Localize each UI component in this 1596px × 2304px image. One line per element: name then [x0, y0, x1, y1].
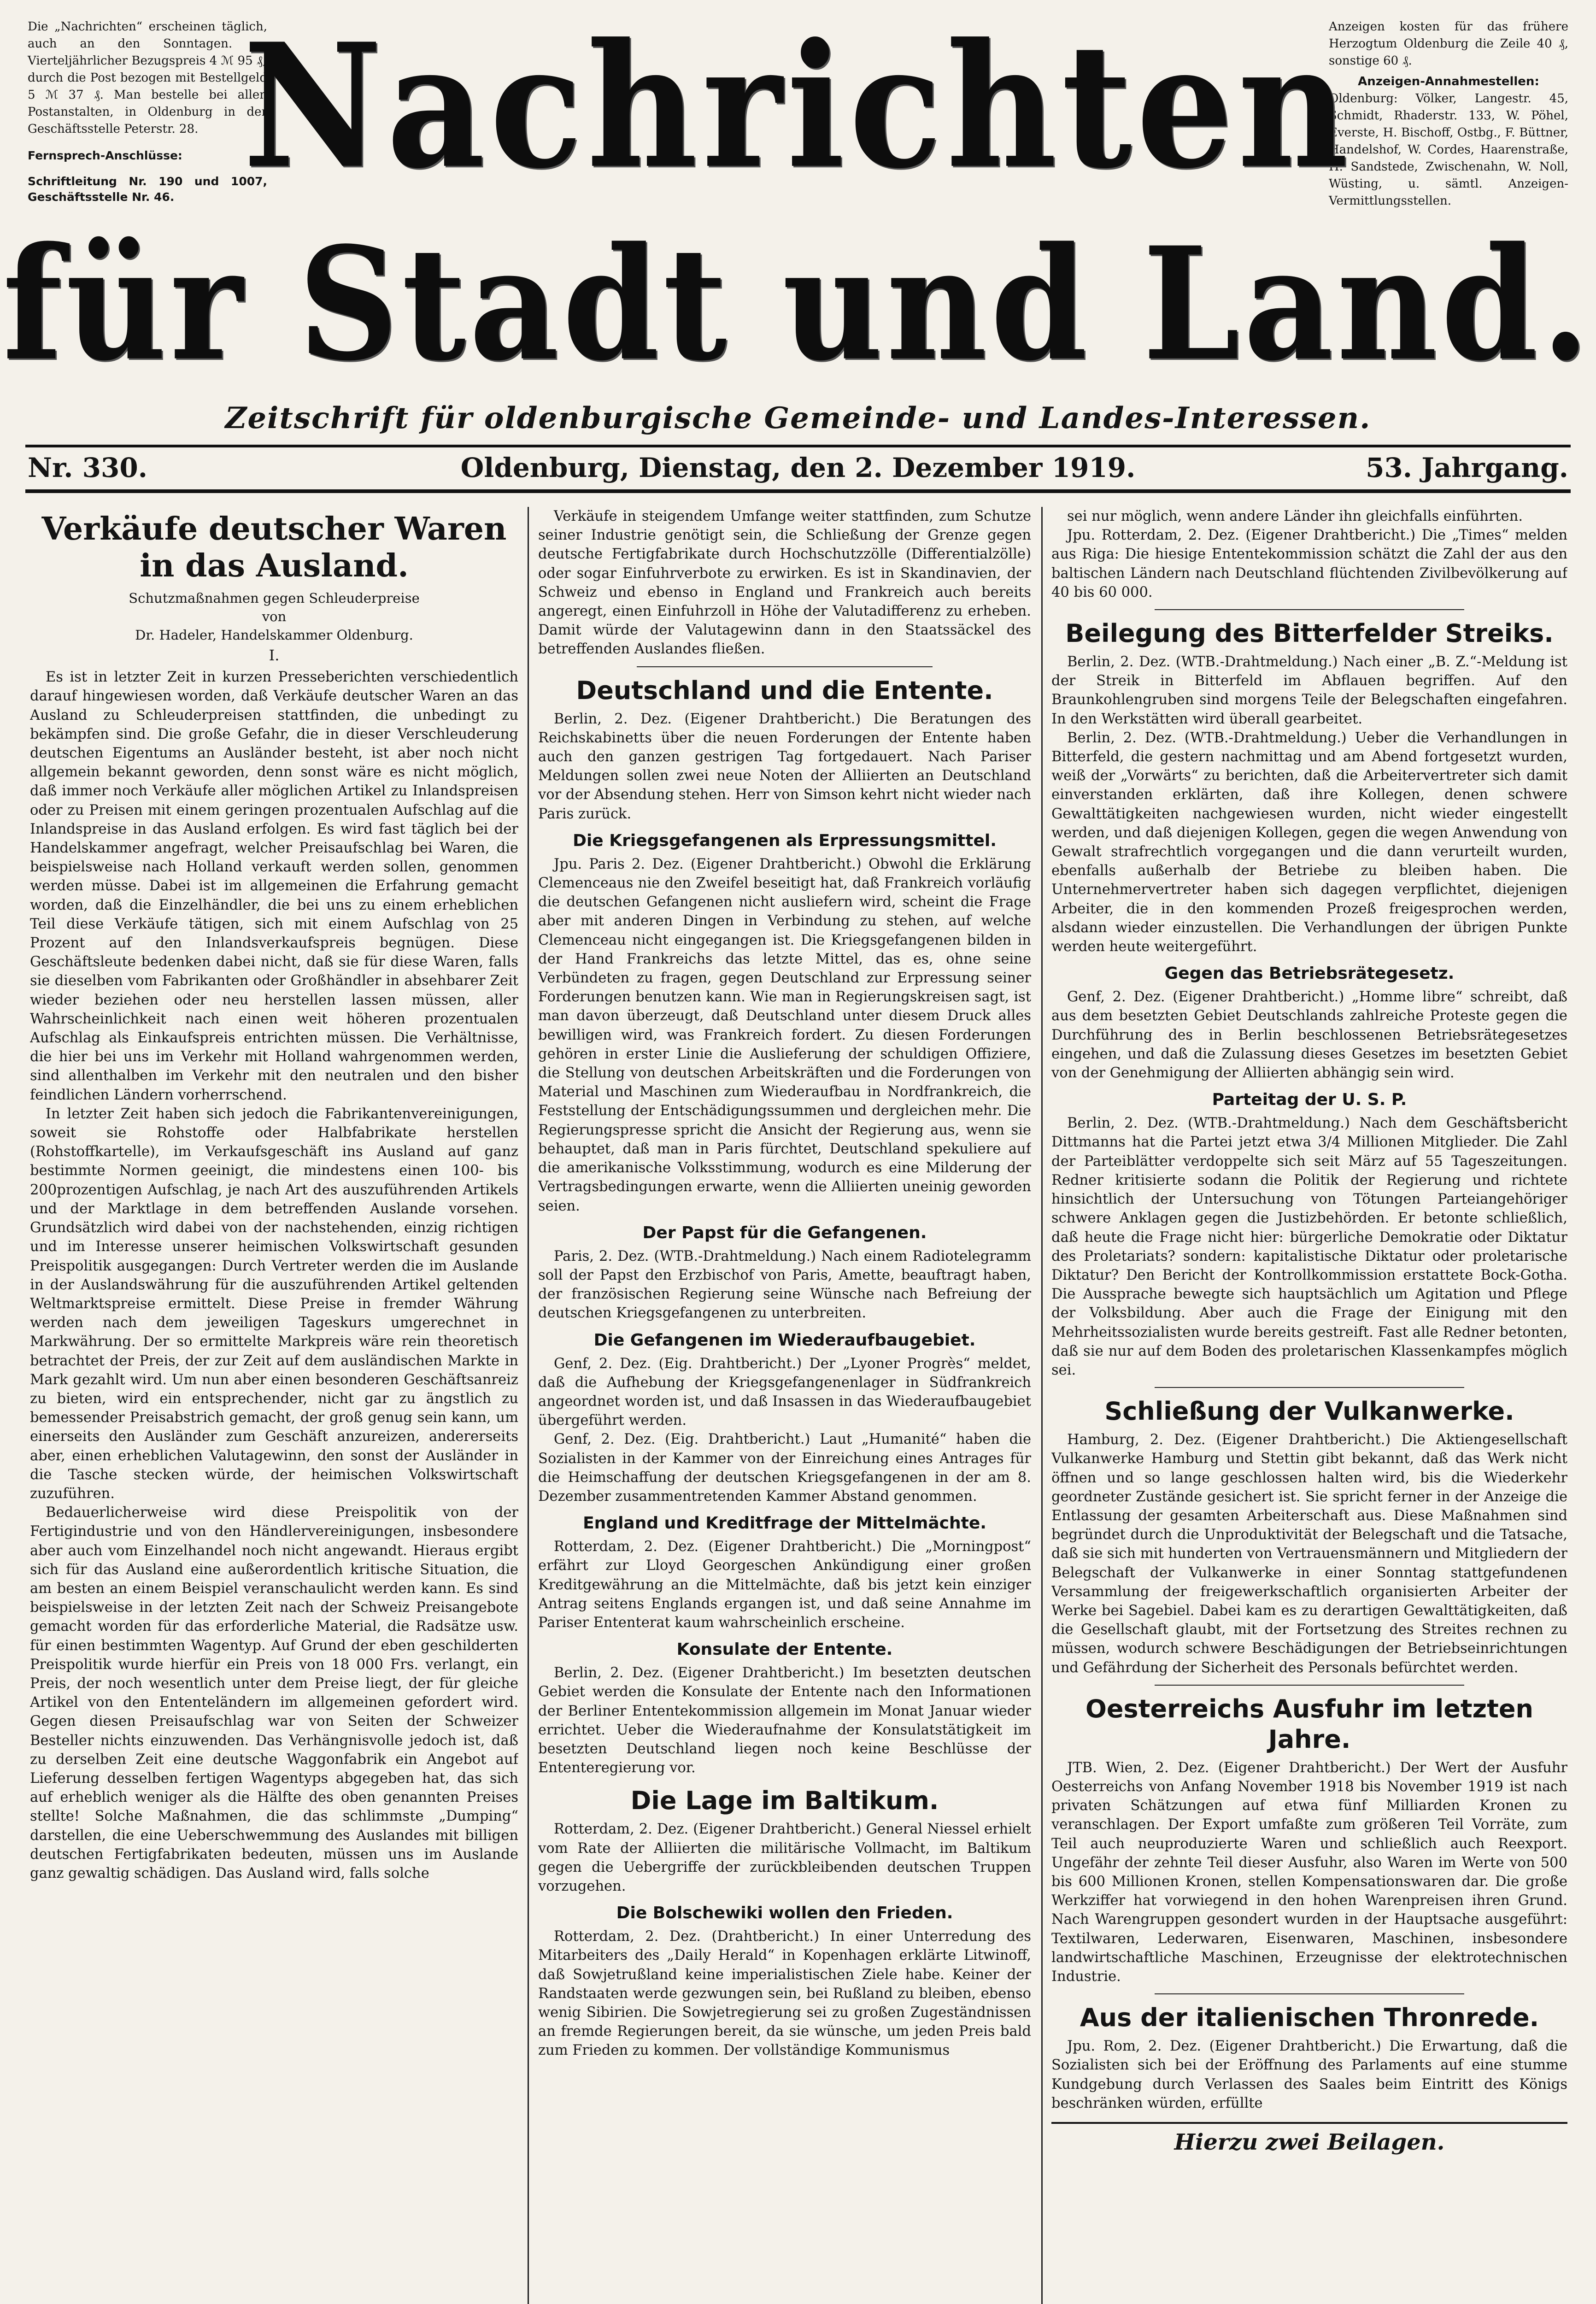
title-text-1: Nachrichten [243, 6, 1353, 206]
article-subheading: Schutzmaßnahmen gegen Schleuderpreise [129, 590, 420, 606]
article-separator [1155, 1993, 1464, 1994]
masthead-rule-bottom [25, 489, 1571, 493]
paragraph: Berlin, 2. Dez. (WTB.-Drahtmeldung.) Ueber die Verhandlungen in Bitterfeld, die gestern nachmittag und am Abend fortgesetzt wurden, weiß der „Vorwärts“ zu berichten, daß die Arbeitervertreter sich damit einverstanden erklärten, daß ihre Kollegen, denen schwere Gewalttätigkeiten nachgewiesen wurden, nicht wieder eingestellt werden, und daß diejenigen Kollegen, gegen die wegen Anwendung von Gewalt strafrechtlich vorgegangen und die dann verurteilt wurden, ebenfalls außerhalb der Betriebe zu bleiben haben. Die Unternehmervertreter haben sich dagegen verpflichtet, diejenigen Arbeiter, die in den kommenden Prozeß freigesprochen werden, alsdann wieder einzustellen. Die Verhandlungen der übrigen Punkte werden heute weitergeführt. [1051, 729, 1567, 955]
issue-date: Oldenburg, Dienstag, den 2. Dezember 1919. [460, 452, 1136, 483]
dateline-bar [28, 449, 1568, 486]
section-numeral: I. [269, 647, 280, 664]
paragraph: Hamburg, 2. Dez. (Eigener Drahtbericht.) Die Aktiengesellschaft Vulkanwerke Hamburg und Stettin gibt bekannt, daß das Werk nicht öffnen und so lange geschlossen halten wird, bis die Wiederkehr geordneter Zustände gesichert ist. Sie spricht ferner in der Anzeige die Entlassung der gesamten Arbeiterschaft aus. Diese Maßnahmen sind begründet durch die Unproduktivität der Belegschaft und die Tatsache, daß sie sich mit hunderten von Vertrauensmännern und Mitgliedern der Belegschaft der Vulkanwerke in einer Sonntag stattgefundenen Versammlung der freigewerkschaftlich organisierten Arbeiter der Werke bei Sagebiel. Dabei kam es zu derartigen Gewalttätigkeiten, daß die Gesellschaft glaubt, mit der Fortsetzung des Streites rechnen zu müssen, wodurch schwere Beschädigungen der Betriebseinrichtungen und Gefährdung der Sicherheit des Personals befürchtet werden. [1051, 1432, 1567, 1676]
column-divider-1 [528, 507, 529, 2304]
article-heading-papst: Der Papst für die Gefangenen. [642, 1223, 927, 1242]
newspaper-subtitle: Zeitschrift für oldenburgische Gemeinde- und Landes-Interessen. [225, 401, 1371, 435]
paragraph: In letzter Zeit haben sich jedoch die Fabrikantenvereinigungen, soweit sie Rohstoffe oder Halbfabrikate herstellen (Rohstoffkartelle), im Verkaufsgeschäft ins Ausland auf ganz bestimmte Normen geeinigt, die mindestens einen 100- bis 200prozentigen Aufschlag, je nach Art des auszuführenden Artikels und der Marktlage in dem betreffenden Auslande vorsehen. Grundsätzlich wird dabei von der nachstehenden, einzig richtigen und im Interesse unserer heimischen Volkswirtschaft gesunden Preispolitik ausgegangen: Durch Vertreter werden die im Auslande in der Auslandswährung für die auszuführenden Artikel geltenden Weltmarktspreise ermittelt. Diese Preise in fremder Währung werden nach dem jeweiligen Tageskurs umgerechnet in Markwährung. Der so ermittelte Markpreis wäre rein theoretisch betrachtet der Preis, der zur Zeit auf dem ausländischen Markte in Mark gezahlt wird. Um nun aber einen besonderen Geschäftsanreiz zu bieten, wird ein entsprechender, nicht gar zu ängstlich zu bemessender Preisabstrich gemacht, der groß genug sein kann, um einerseits den Ausländer zum Geschäft anzureizen, andererseits aber, einen erheblichen Valutagewinn, den sonst der Ausländer in die Tasche stecken würde, der heimischen Volkswirtschaft zuzuführen. [30, 1105, 518, 1502]
paragraph: Jpu. Rom, 2. Dez. (Eigener Drahtbericht.) Die Erwartung, daß die Sozialisten sich bei der Eröffnung des Parlaments auf eine stumme Kundgebung durch Verlassen des Saales beim Eintritt des Königs beschränken würden, erfüllte [1051, 2038, 1567, 2111]
article-byline: Dr. Hadeler, Handelskammer Oldenburg. [135, 627, 413, 643]
article-separator [1155, 609, 1464, 610]
paragraph: Rotterdam, 2. Dez. (Drahtbericht.) In einer Unterredung des Mitarbeiters des „Daily Herald“ in Kopenhagen erklärte Litwinoff, daß Sowjetrußland keine imperialistischen Ziele habe. Keiner der Randstaaten werde gezwungen sein, bei Rußland zu bleiben, ebenso wenig Sibirien. Die Sowjetregierung sei zu großen Zugeständnissen an fremde Regierungen bereit, da sie wünsche, um jeden Preis bald zum Frieden zu kommen. Der vollständige Kommunismus [538, 1928, 1031, 2059]
paragraph: Berlin, 2. Dez. (Eigener Drahtbericht.) Im besetzten deutschen Gebiet werden die Konsulate der Entente nach den Informationen der Berliner Ententekommission allgemein im Monat Januar wieder errichtet. Ueber die Wiederaufnahme der Konsulatstätigkeit im besetzten Deutschland liegen noch keine Beschlüsse der Ententeregierung vor. [538, 1665, 1031, 1776]
volume-year: 53. Jahrgang. [1366, 452, 1568, 483]
column-3 [1051, 507, 1567, 2304]
article-heading-bolschewiki: Die Bolschewiki wollen den Frieden. [616, 1904, 953, 1923]
article-heading-kreditfrage: England und Kreditfrage der Mittelmächte. [583, 1514, 986, 1533]
paragraph: sei nur möglich, wenn andere Länder ihn gleichfalls einführten. [1067, 508, 1523, 524]
article-heading-kriegsgefangene: Die Kriegsgefangenen als Erpressungsmittel. [573, 831, 997, 850]
paragraph: Rotterdam, 2. Dez. (Eigener Drahtbericht.) Die „Morningpost“ erfährt zur Lloyd Georgeschen Ankündigung einer großen Kreditgewährung an die Mittelmächte, daß bis jetzt kein einziger Antrag seitens Englands ergangen ist, und daß seine Annahme im Pariser Ententerat kaum wahrscheinlich erscheine. [538, 1539, 1031, 1631]
paragraph: Rotterdam, 2. Dez. (Eigener Drahtbericht.) General Niessel erhielt vom Rate der Alliierten die militärische Vollmacht, im Baltikum gegen die Uebergriffe der zurückbleibenden deutschen Truppen vorzugehen. [538, 1821, 1031, 1894]
paragraph: Jpu. Paris 2. Dez. (Eigener Drahtbericht.) Obwohl die Erklärung Clemenceaus nie den Zweifel beseitigt hat, daß Frankreich vorläufig die deutschen Gefangenen nicht ausliefern wird, scheint die Frage aber mit anderen Dingen in Verbindung zu stehen, auf welche Clemenceau nicht eingegangen ist. Die Kriegsgefangenen bilden in der Hand Frankreichs das letzte Mittel, das es, ohne seine Verbündeten zu fragen, gegen Deutschland zur Erpressung seiner Forderungen benutzen kann. Wie man in Regierungskreisen sagt, ist man davon überzeugt, daß Deutschland unter diesem Druck alles bewilligen wird, was Frankreich fordert. Zu diesen Forderungen gehören in erster Linie die Auslieferung der schuldigen Offiziere, die Stellung von deutschen Arbeitskräften und die Forderungen von Material und Maschinen zum Wiederaufbau in Nordfrankreich, die Feststellung der Entschädigungssummen und dergleichen mehr. Die Regierungspresse spricht die Ansicht der Regierung aus, wenn sie behauptet, daß man in Paris fürchtet, Deutschland spekuliere auf die amerikanische Volksstimmung, wodurch es eine Milderung der Vertragsbedingungen erwarte, wenn die Alliierten uneinig geworden seien. [538, 856, 1031, 1214]
article-heading-betriebsraete: Gegen das Betriebsrätegesetz. [1164, 964, 1455, 983]
article-separator [637, 666, 933, 667]
paragraph: Paris, 2. Dez. (WTB.-Drahtmeldung.) Nach einem Radiotelegramm soll der Papst den Erzbischof von Paris, Amette, beauftragt haben, der französischen Regierung seine Wünsche nach Befreiung der deutschen Kriegsgefangenen zu unterbreiten. [538, 1248, 1031, 1322]
phone-heading: Fernsprech-Anschlüsse: [28, 149, 182, 162]
article-heading-vulkanwerke: Schließung der Vulkanwerke. [1104, 1397, 1514, 1426]
paragraph: Berlin, 2. Dez. (Eigener Drahtbericht.) Die Beratungen des Reichskabinetts über die neuen Forderungen der Entente haben auch den ganzen gestrigen Tag fortgedauert. Nach Pariser Meldungen sollen zwei neue Noten der Alliierten an Deutschland vor der Absendung stehen. Herr von Simson kehrt nicht wieder nach Paris zurück. [538, 711, 1031, 822]
newspaper-title-line-1 [0, 6, 1596, 206]
column-2 [538, 507, 1031, 2304]
ad-price-text: Anzeigen kosten für das frühere Herzogtum Oldenburg die Zeile 40 ₰, sonstige 60 ₰. [1329, 20, 1568, 68]
paragraph: Berlin, 2. Dez. (WTB.-Drahtmeldung.) Nach dem Geschäftsbericht Dittmanns hat die Partei jetzt etwa 3/4 Millionen Mitglieder. Die Zahl der Parteiblätter verdoppelte sich seit März auf 55 Tageszeitungen. Redner kritisierte sodann die Politik der Regierung und richtete hinsichtlich der Untersuchung von Tötungen Parteiangehöriger schwere Anklagen gegen die Justizbehörden. Er betonte schließlich, daß heute die Frage nicht hier: bürgerliche Demokratie oder Diktatur des Proletariats? sondern: kapitalistische Diktatur oder proletarische Diktatur? Den Bericht der Kontrollkommission erstattete Bock-Gotha. Die Aussprache bewegte sich hauptsächlich um Agitation und Pflege der Volksbildung. Aber auch die Frage der Einigung mit den Mehrheitssozialisten wurde bereits gestreift. Fast alle Redner betonten, daß sie nur auf dem Boden des proletarischen Klassenkampfes möglich sei. [1051, 1115, 1567, 1378]
paragraph: Genf, 2. Dez. (Eig. Drahtbericht.) Der „Lyoner Progrès“ meldet, daß die Aufhebung der Kriegsgefangenenlager in Südfrankreich angeordnet worden ist, und daß Insassen in das Wiederaufbaugebiet übergeführt werden. [538, 1355, 1031, 1429]
article-separator [1155, 1685, 1464, 1686]
phone-numbers: Schriftleitung Nr. 190 und 1007, Geschäftsstelle Nr. 46. [28, 175, 267, 204]
paragraph: Es ist in letzter Zeit in kurzen Presseberichten verschiedentlich darauf hingewiesen worden, daß Verkäufe deutscher Waren an das Ausland zu Schleuderpreisen stattfinden, die unbedingt zu bekämpfen sind. Die große Gefahr, die in dieser Verschleuderung deutschen Eigentums an Ausländer besteht, ist aber noch nicht allgemein bekannt geworden, denn sonst wäre es nicht möglich, daß immer noch Verkäufe aller möglichen Artikel zu Inlandspreisen oder zu Preisen mit einem geringen prozentualen Aufschlag auf die Inlandspreise in das Ausland erfolgen. Es wird fast täglich bei der Handelskammer angefragt, welcher Preisaufschlag bei Waren, die beispielsweise nach Holland verkauft werden sollen, genommen werden müsse. Dabei ist im allgemeinen die Erfahrung gemacht worden, daß die Einzelhändler, die bei uns zu einem erheblichen Teil diese Verkäufe tätigen, sich mit einem Aufschlag von 25 Prozent auf den Inlandsverkaufspreis begnügen. Diese Geschäftsleute bedenken dabei nicht, daß sie für diese Waren, falls sie dieselben vom Fabrikanten oder Großhändler in absehbarer Zeit wieder beziehen oder neu herstellen lassen müssen, aller Wahrscheinlichkeit nach einen weit höheren prozentualen Aufschlag als Einkaufspreis entrichten müssen. Die Verhältnisse, die hier bei uns im Verkehr mit Holland wahrgenommen werden, sind allenthalben im Verkehr mit den neutralen und den bisher feindlichen Ländern vorherrschend. [30, 669, 518, 1103]
supplements-note: Hierzu zwei Beilagen. [1174, 2129, 1445, 2156]
article-heading-usp: Parteitag der U. S. P. [1212, 1090, 1407, 1110]
subscription-text-2: durch die Post bezogen mit Bestellgeld 5 ℳ 37 ₰. Man bestelle bei allen Postanstalten, in Oldenburg in der Geschäftsstelle Peterstr. 28. [28, 71, 267, 136]
paragraph: Berlin, 2. Dez. (WTB.-Drahtmeldung.) Nach einer „B. Z.“-Meldung ist der Streik in Bitterfeld im Abflauen begriffen. Auf den Braunkohlengruben sind morgens Teile der Belegschaften eingefahren. In den Werkstätten wird überall gearbeitet. [1051, 654, 1567, 727]
paragraph: Jpu. Rotterdam, 2. Dez. (Eigener Drahtbericht.) Die „Times“ melden aus Riga: Die hiesige Ententekommission schätzt die Zahl der aus den baltischen Ländern nach Deutschland flüchtenden Zivilbevölkerung auf 40 bis 60 000. [1051, 527, 1567, 600]
paragraph: Verkäufe in steigendem Umfange weiter stattfinden, zum Schutze seiner Industrie genötigt sein, die Schließung der Grenze gegen deutsche Fertigfabrikate durch Hochschutzzölle (Differentialzölle) oder sogar Einfuhrverbote zu erwirken. Es ist in Skandinavien, der Schweiz und ebenso in England und Frankreich auch bereits angeregt, einen Einfuhrzoll in Höhe der Valutadifferenz zu erheben. Damit würde der Valutagewinn dann in den Staatssäckel des betreffenden Auslandes fließen. [538, 508, 1031, 658]
title-text-2: für Stadt und Land. [2, 212, 1594, 395]
article-heading-wiederaufbau: Die Gefangenen im Wiederaufbaugebiet. [593, 1330, 976, 1350]
paragraph: Bedauerlicherweise wird diese Preispolitik von der Fertigindustrie und von den Händlervereinigungen, insbesondere aber auch vom Einzelhandel noch nicht angewandt. Hieraus ergibt sich für das Ausland eine außerordentlich kritische Situation, die am besten an einem Beispiel veranschaulicht werden kann. Es sind beispielsweise in der letzten Zeit nach der Schweiz Preisangebote gemacht worden für das erforderliche Material, die Radsätze usw. für einen bestimmten Wagentyp. Auf Grund der eben geschilderten Preispolitik wurde hierfür ein Preis von 18 000 Frs. verlangt, ein Preis, der noch wesentlich unter dem Preise liegt, der für gleiche Artikel von den Ententeländern im allgemeinen gefordert wird. Gegen diesen Preisaufschlag war von Seiten der Schweizer Besteller nichts einzuwenden. Das Verhängnisvolle jedoch ist, daß zu derselben Zeit eine deutsche Waggonfabrik ein Angebot auf Lieferung desselben fertigen Wagentyps abgegeben hat, das sich auf erheblich weniger als die Hälfte des oben genannten Preises stellte! Solche Maßnahmen, die das schlimmste „Dumping“ darstellen, die eine Ueberschwemmung des Auslandes mit billigen deutschen Fertigfabrikaten bedeuten, müssen uns im Auslande ganz gewaltig schädigen. Das Ausland wird, falls solche [30, 1505, 518, 1881]
paragraph: Genf, 2. Dez. (Eigener Drahtbericht.) „Homme libre“ schreibt, daß aus dem besetzten Gebiet Deutschlands zahlreiche Proteste gegen die Durchführung des in Berlin beschlossenen Betriebsrätegesetzes eingehen, und daß die Zulassung dieses Gesetzes im besetzten Gebiet von der Genehmigung der Alliierten abhängig sein wird. [1051, 989, 1567, 1081]
paragraph: JTB. Wien, 2. Dez. (Eigener Drahtbericht.) Der Wert der Ausfuhr Oesterreichs von Anfang November 1918 bis November 1919 ist nach privaten Schätzungen auf etwa fünf Milliarden Kronen zu veranschlagen. Der Export umfaßte zum größeren Teil Vorräte, zum Teil auch neuproduzierte Waren und schließlich auch Reexport. Ungefähr der zehnte Teil dieser Ausfuhr, also Waren im Werte von 500 bis 600 Millionen Kronen, stellen Kompensationswaren dar. Die große Werkziffer hat vorwiegend in den hohen Warenpreisen ihren Grund. Nach Warengruppen gesondert wurden in der Hauptsache ausgeführt: Textilwaren, Lederwaren, Eisenwaren, Maschinen, insbesondere landwirtschaftliche Maschinen, Erzeugnisse der elektrotechnischen Industrie. [1051, 1759, 1567, 1985]
paragraph: Genf, 2. Dez. (Eig. Drahtbericht.) Laut „Humanité“ haben die Sozialisten in der Kammer von der Einreichung eines Antrages für die Heimschaffung der deutschen Kriegsgefangenen in der am 8. Dezember zusammentretenden Kammer Abstand genommen. [538, 1431, 1031, 1505]
article-heading-baltikum: Die Lage im Baltikum. [630, 1786, 939, 1816]
newspaper-title-line-2 [0, 212, 1596, 395]
byline-von: von [262, 609, 287, 624]
masthead-rule-top [25, 445, 1571, 447]
issue-number: Nr. 330. [28, 452, 147, 483]
column-divider-2 [1041, 507, 1043, 2304]
article-heading-entente: Deutschland und die Entente. [576, 676, 993, 705]
ad-offices-text: Oldenburg: Völker, Langestr. 45, Schmidt, Rhaderstr. 133, W. Pöhel, Everste, H. Bischoff, Ostbg., F. Büttner, Handelshof, W. Cordes, Haarenstraße, H. Sandstede, Zwischenahn, W. Noll, Wüsting, u. sämtl. Anzeigen-Vermittlungsstellen. [1329, 92, 1568, 208]
article-heading-konsulate: Konsulate der Entente. [676, 1640, 893, 1659]
article-separator [1155, 1387, 1464, 1388]
footer-separator [1051, 2122, 1567, 2124]
subscription-text-1: Die „Nachrichten“ erscheinen täglich, auch an den Sonntagen. — Vierteljährlicher Bezugspreis 4 ℳ 95 ₰, [28, 20, 267, 68]
ad-offices-heading: Anzeigen-Annahmestellen: [1358, 75, 1539, 88]
article-heading-bitterfeld: Beilegung des Bitterfelder Streiks. [1065, 619, 1554, 648]
article-heading-thronrede: Aus der italienischen Thronrede. [1080, 2003, 1539, 2033]
article-heading-oesterreich: Oesterreichs Ausfuhr im letzten Jahre. [1086, 1694, 1533, 1754]
article-heading-verkaeufe: Verkäufe deutscher Waren in das Ausland. [41, 511, 507, 584]
column-1 [30, 507, 518, 2304]
